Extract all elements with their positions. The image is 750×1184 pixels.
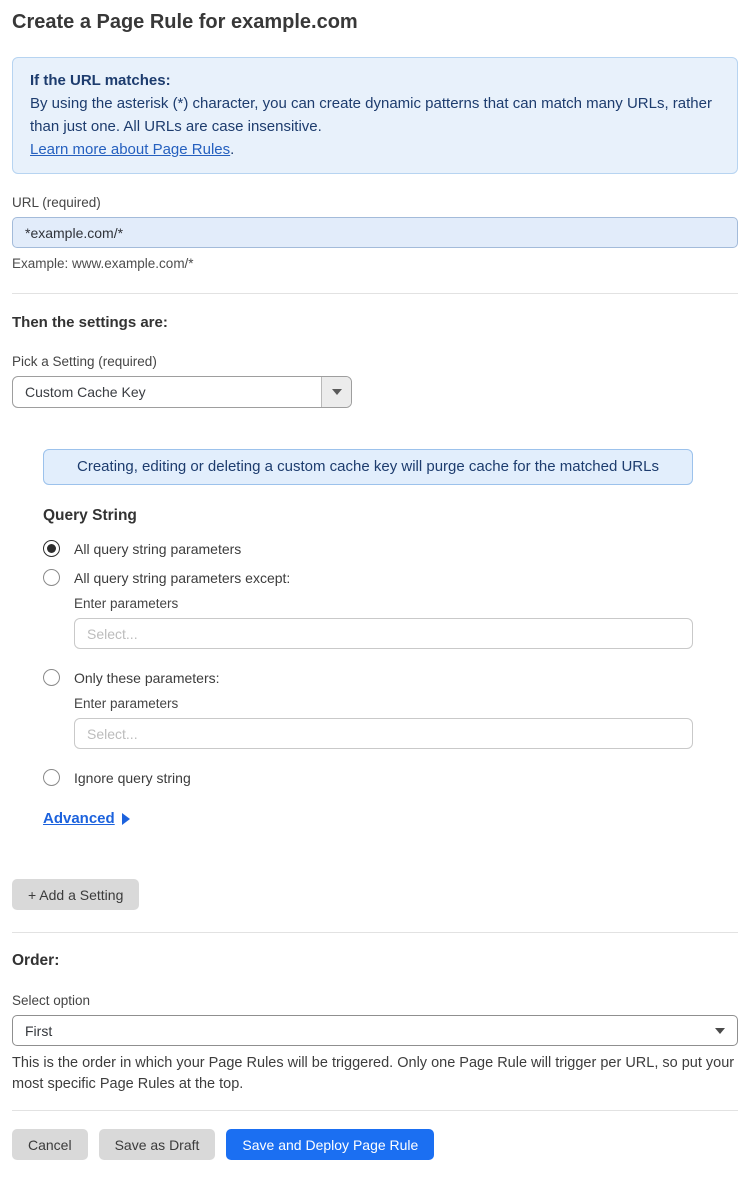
add-setting-button[interactable]: + Add a Setting bbox=[12, 879, 139, 910]
url-field-label: URL (required) bbox=[12, 195, 101, 210]
setting-select[interactable] bbox=[12, 376, 352, 408]
radio-all-params-label: All query string parameters bbox=[74, 540, 242, 557]
url-match-info-box bbox=[12, 57, 738, 174]
setting-select-value: Custom Cache Key bbox=[25, 384, 146, 400]
radio-ignore-query[interactable] bbox=[43, 769, 738, 786]
radio-all-except[interactable] bbox=[43, 569, 738, 586]
radio-button-icon[interactable] bbox=[43, 540, 60, 557]
radio-ignore-query-label: Ignore query string bbox=[74, 769, 191, 786]
radio-only-these[interactable] bbox=[43, 669, 738, 686]
url-input[interactable] bbox=[12, 217, 738, 248]
order-select-value: First bbox=[25, 1022, 53, 1039]
cache-key-notice: Creating, editing or deleting a custom cache key will purge cache for the matched URLs bbox=[43, 449, 693, 485]
url-example-text: Example: www.example.com/* bbox=[12, 256, 194, 271]
enter-parameters-label: Enter parameters bbox=[74, 596, 179, 611]
pick-setting-label: Pick a Setting (required) bbox=[12, 354, 157, 369]
advanced-link[interactable] bbox=[43, 810, 130, 827]
order-section-heading: Order: bbox=[12, 952, 60, 969]
radio-all-params[interactable] bbox=[43, 540, 738, 557]
divider bbox=[12, 932, 738, 933]
footer-actions bbox=[12, 1129, 738, 1160]
link-suffix: . bbox=[230, 141, 235, 158]
divider bbox=[12, 293, 738, 294]
advanced-link-label: Advanced bbox=[43, 810, 115, 827]
save-and-deploy-button[interactable]: Save and Deploy Page Rule bbox=[226, 1129, 434, 1160]
radio-button-icon[interactable] bbox=[43, 769, 60, 786]
info-box-heading: If the URL matches: bbox=[30, 72, 171, 89]
divider bbox=[12, 1110, 738, 1111]
query-string-heading: Query String bbox=[43, 507, 137, 524]
order-help-text: This is the order in which your Page Rules will be triggered. Only one Page Rule will trigger per URL, so put your most specific Page Rules at the top. bbox=[12, 1055, 735, 1092]
chevron-down-icon bbox=[715, 1028, 725, 1034]
cancel-button[interactable]: Cancel bbox=[12, 1129, 88, 1160]
settings-section-heading: Then the settings are: bbox=[12, 314, 168, 331]
triangle-right-icon bbox=[122, 813, 130, 825]
radio-all-except-label: All query string parameters except: bbox=[74, 569, 291, 586]
radio-button-icon[interactable] bbox=[43, 569, 60, 586]
learn-more-link[interactable]: Learn more about Page Rules bbox=[30, 141, 231, 158]
setting-select-arrow-button[interactable] bbox=[321, 377, 351, 407]
save-as-draft-button[interactable]: Save as Draft bbox=[99, 1129, 216, 1160]
order-select[interactable] bbox=[12, 1015, 738, 1046]
radio-only-these-label: Only these parameters: bbox=[74, 669, 220, 686]
enter-parameters-label: Enter parameters bbox=[74, 696, 179, 711]
query-string-section bbox=[43, 507, 738, 786]
chevron-down-icon bbox=[332, 389, 342, 395]
only-parameters-input[interactable] bbox=[74, 718, 693, 749]
info-box-link-line bbox=[30, 138, 720, 161]
page-title: Create a Page Rule for example.com bbox=[12, 11, 358, 33]
radio-button-icon[interactable] bbox=[43, 669, 60, 686]
except-parameters-input[interactable] bbox=[74, 618, 693, 649]
order-select-label: Select option bbox=[12, 993, 91, 1008]
info-box-body: By using the asterisk (*) character, you can create dynamic patterns that can match many URLs, rather than just one. All URLs are case insensitive. bbox=[30, 95, 712, 135]
